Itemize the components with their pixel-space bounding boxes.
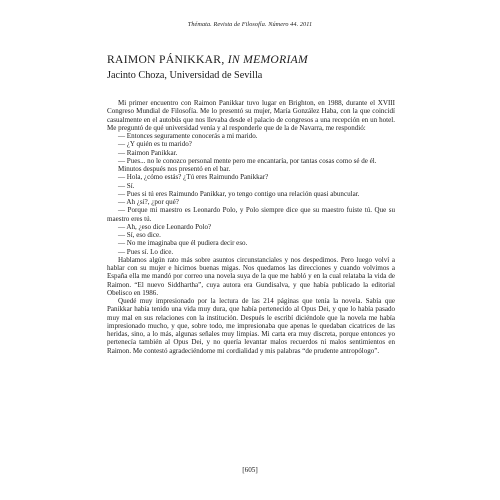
dialogue-line: — Pues sí. Lo dice. bbox=[118, 247, 174, 256]
dialogue-line: — Entonces seguramente conocerás a mi marido. bbox=[118, 132, 258, 140]
dialogue-line: — Hola, ¿cómo estás? ¿Tú eres Raimundo Panikkar? bbox=[118, 173, 269, 182]
article-title-main: RAIMON PÁNIKKAR, bbox=[107, 53, 228, 66]
dialogue-line: — Ah, ¿eso dice Leonardo Polo? bbox=[118, 222, 212, 231]
running-header: Thémata. Revista de Filosofía. Número 44. 2011 bbox=[187, 21, 313, 28]
article-title-emphasis: IN MEMORIAM bbox=[227, 53, 308, 66]
body-paragraph: Mi primer encuentro con Raimon Panikkar tuvo lugar en Brighton, en 1988, durante el XVIII Congreso Mundial de Filosofía. Me lo presentó su mujer, María González Haba, con la que coincidí casualmente en el autobús que nos llevaba desde el palacio de congresos a una recepción en un hotel. Me preguntó de qué universidad venía y al responderle que de la de Navarra, me respondió: bbox=[107, 99, 395, 132]
body-paragraph: Quedé muy impresionado por la lectura de las 214 páginas que tenía la novela. Sabía que Panikkar había tenido una vida muy dura, que había pertenecido al Opus Dei, y que lo había pasado muy mal en sus relaciones con la institución. Después le escribí diciéndole que la novela me había impresionado mucho, y que, sobre todo, me impresionaba que apenas le quedaban cicatrices de las heridas, sino, a lo más, algunas señales muy limpias. Mi carta era muy discreta, porque entonces yo pertenecía también al Opus Dei, y no quería levantar malos recuerdos ni malos sentimientos en Raimon. Me contestó agradeciéndome mi cordialidad y mis palabras “de prudente antropólogo”. bbox=[107, 297, 395, 355]
dialogue-line: — No me imaginaba que él pudiera decir eso. bbox=[118, 239, 248, 248]
article-title bbox=[107, 53, 308, 66]
dialogue-line: — Pues... no le conozco personal mente pero me encantaría, por tantas cosas como sé de él. bbox=[118, 156, 377, 165]
dialogue-line: — Ah ¿sí?, ¿por qué? bbox=[118, 198, 179, 206]
dialogue-line: — Sí. bbox=[118, 181, 135, 190]
body-paragraph: Hablamos algún rato más sobre asuntos circunstanciales y nos despedimos. Pero luego volví a hablar con su mujer e hicimos buenas migas. Nos quedamos las direcciones y cuando volvimos a España ella me mandó por correo una novela suya de la que me habló y en la cual relataba la vida de Raimon. “El nuevo Siddhartha”, cuya autora era Gundisalva, y que había publicado la editorial Obelisco en 1986. bbox=[107, 255, 395, 297]
body-paragraph: Minutos después nos presentó en el bar. bbox=[118, 165, 231, 173]
article-body bbox=[107, 99, 395, 355]
dialogue-line: — ¿Y quién es tu marido? bbox=[118, 140, 192, 149]
dialogue-line: — Raimon Panikkar. bbox=[118, 148, 178, 157]
dialogue-line: — Porque mi maestro es Leonardo Polo, y Polo siempre dice que su maestro fuiste tú. Que su maestro eres tú. bbox=[107, 206, 395, 223]
page-number: [605] bbox=[242, 466, 258, 474]
author-line: Jacinto Choza, Universidad de Sevilla bbox=[107, 70, 263, 81]
dialogue-line: — Pues si tú eres Raimundo Panikkar, yo tengo contigo una relación quasi abuncular. bbox=[118, 189, 360, 198]
dialogue-line: — Sí, eso dice. bbox=[118, 231, 161, 239]
